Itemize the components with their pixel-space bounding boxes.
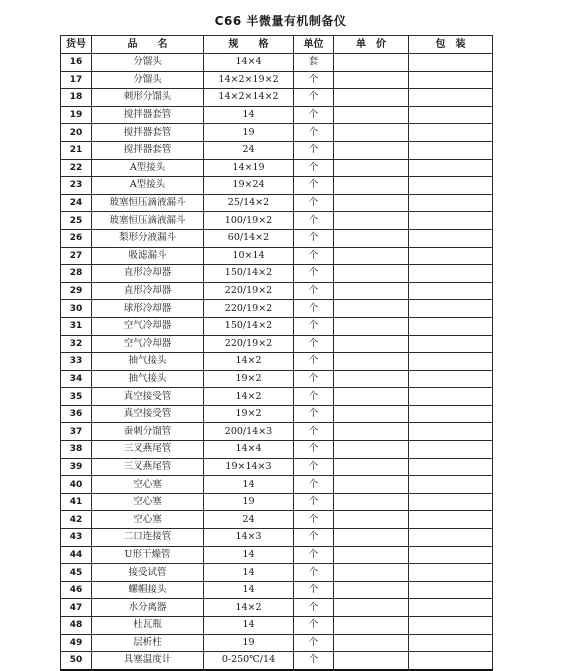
cell-unit: 个 (294, 124, 334, 142)
cell-pack (409, 71, 493, 89)
cell-spec: 14 (204, 581, 294, 599)
cell-unit: 个 (294, 652, 334, 670)
cell-name: 空心塞 (92, 476, 204, 494)
cell-no: 20 (61, 124, 92, 142)
table-row (61, 546, 493, 564)
header-pack: 包 装 (409, 36, 493, 54)
cell-spec: 19×2 (204, 370, 294, 388)
cell-spec: 60/14×2 (204, 229, 294, 247)
cell-no: 34 (61, 370, 92, 388)
cell-unit: 个 (294, 476, 334, 494)
cell-pack (409, 599, 493, 617)
cell-no: 47 (61, 599, 92, 617)
cell-no: 26 (61, 229, 92, 247)
cell-spec: 14 (204, 564, 294, 582)
cell-price (334, 405, 409, 423)
cell-unit: 个 (294, 194, 334, 212)
cell-price (334, 441, 409, 459)
table-row (61, 247, 493, 265)
cell-name: 玻塞恒压滴液漏斗 (92, 194, 204, 212)
cell-spec: 19×2 (204, 405, 294, 423)
table-row (61, 300, 493, 318)
cell-pack (409, 652, 493, 670)
cell-no: 35 (61, 388, 92, 406)
cell-pack (409, 405, 493, 423)
table-row (61, 335, 493, 353)
cell-no: 19 (61, 106, 92, 124)
table-row (61, 194, 493, 212)
cell-spec: 25/14×2 (204, 194, 294, 212)
cell-spec: 14 (204, 546, 294, 564)
table-row (61, 617, 493, 635)
cell-price (334, 247, 409, 265)
cell-spec: 14×19 (204, 159, 294, 177)
cell-price (334, 300, 409, 318)
header-no: 货号 (61, 36, 92, 54)
cell-pack (409, 353, 493, 371)
cell-name: 分馏头 (92, 54, 204, 72)
cell-unit: 个 (294, 546, 334, 564)
cell-name: 吸滤漏斗 (92, 247, 204, 265)
table-row (61, 282, 493, 300)
cell-no: 36 (61, 405, 92, 423)
cell-name: 空气冷却器 (92, 317, 204, 335)
page-title: C66 半微量有机制备仪 (214, 14, 347, 28)
cell-no: 16 (61, 54, 92, 72)
cell-unit: 个 (294, 265, 334, 283)
table-row (61, 89, 493, 107)
cell-name: 层析柱 (92, 634, 204, 652)
table-row (61, 599, 493, 617)
cell-pack (409, 141, 493, 159)
cell-unit: 个 (294, 159, 334, 177)
cell-price (334, 493, 409, 511)
cell-price (334, 511, 409, 529)
cell-unit: 个 (294, 441, 334, 459)
header-unit: 单位 (294, 36, 334, 54)
cell-name: 空心塞 (92, 511, 204, 529)
cell-unit: 个 (294, 106, 334, 124)
cell-spec: 19 (204, 124, 294, 142)
cell-no: 49 (61, 634, 92, 652)
cell-pack (409, 511, 493, 529)
table-row (61, 423, 493, 441)
cell-spec: 19×24 (204, 177, 294, 195)
cell-no: 22 (61, 159, 92, 177)
cell-price (334, 564, 409, 582)
cell-pack (409, 282, 493, 300)
cell-spec: 220/19×2 (204, 282, 294, 300)
cell-pack (409, 476, 493, 494)
cell-no: 24 (61, 194, 92, 212)
cell-price (334, 423, 409, 441)
cell-pack (409, 493, 493, 511)
cell-spec: 150/14×2 (204, 317, 294, 335)
table-row (61, 106, 493, 124)
cell-pack (409, 546, 493, 564)
cell-no: 42 (61, 511, 92, 529)
cell-unit: 个 (294, 282, 334, 300)
cell-pack (409, 564, 493, 582)
cell-unit: 个 (294, 300, 334, 318)
cell-pack (409, 441, 493, 459)
header-name: 品 名 (92, 36, 204, 54)
cell-no: 27 (61, 247, 92, 265)
cell-price (334, 194, 409, 212)
cell-unit: 个 (294, 141, 334, 159)
cell-spec: 14×2 (204, 388, 294, 406)
cell-pack (409, 300, 493, 318)
cell-name: 搅拌器套管 (92, 141, 204, 159)
cell-no: 21 (61, 141, 92, 159)
cell-spec: 14×2 (204, 353, 294, 371)
cell-no: 17 (61, 71, 92, 89)
cell-price (334, 265, 409, 283)
cell-no: 18 (61, 89, 92, 107)
cell-name: 直形冷却器 (92, 282, 204, 300)
cell-no: 38 (61, 441, 92, 459)
cell-no: 43 (61, 529, 92, 547)
cell-price (334, 89, 409, 107)
cell-pack (409, 423, 493, 441)
table-row (61, 71, 493, 89)
cell-unit: 个 (294, 493, 334, 511)
cell-pack (409, 159, 493, 177)
cell-name: 杜瓦瓶 (92, 617, 204, 635)
cell-spec: 24 (204, 141, 294, 159)
cell-pack (409, 265, 493, 283)
cell-price (334, 317, 409, 335)
cell-no: 29 (61, 282, 92, 300)
cell-unit: 个 (294, 423, 334, 441)
cell-name: 接受试管 (92, 564, 204, 582)
header-price: 单 价 (334, 36, 409, 54)
cell-name: 具塞温度计 (92, 652, 204, 670)
cell-pack (409, 89, 493, 107)
table-row (61, 581, 493, 599)
cell-name: 空心塞 (92, 493, 204, 511)
cell-unit: 个 (294, 212, 334, 230)
cell-price (334, 106, 409, 124)
cell-unit: 个 (294, 353, 334, 371)
cell-pack (409, 106, 493, 124)
cell-unit: 个 (294, 564, 334, 582)
table-row (61, 159, 493, 177)
cell-spec: 10×14 (204, 247, 294, 265)
table-header-row (61, 36, 493, 54)
cell-price (334, 54, 409, 72)
cell-price (334, 458, 409, 476)
cell-spec: 14×2 (204, 599, 294, 617)
cell-price (334, 335, 409, 353)
cell-no: 50 (61, 652, 92, 670)
cell-price (334, 124, 409, 142)
cell-spec: 14×2×19×2 (204, 71, 294, 89)
cell-unit: 个 (294, 617, 334, 635)
table-row (61, 564, 493, 582)
cell-price (334, 546, 409, 564)
cell-spec: 19×14×3 (204, 458, 294, 476)
cell-no: 23 (61, 177, 92, 195)
cell-pack (409, 529, 493, 547)
table-row (61, 370, 493, 388)
cell-name: 抽气接头 (92, 353, 204, 371)
cell-unit: 个 (294, 317, 334, 335)
table-row (61, 54, 493, 72)
cell-name: 真空接受管 (92, 388, 204, 406)
cell-no: 25 (61, 212, 92, 230)
cell-price (334, 581, 409, 599)
table-row (61, 124, 493, 142)
table-row (61, 529, 493, 547)
cell-unit: 个 (294, 511, 334, 529)
table-row (61, 265, 493, 283)
cell-name: U形干燥管 (92, 546, 204, 564)
cell-name: 三叉燕尾管 (92, 441, 204, 459)
cell-price (334, 229, 409, 247)
cell-pack (409, 634, 493, 652)
cell-price (334, 634, 409, 652)
cell-name: 水分离器 (92, 599, 204, 617)
cell-unit: 个 (294, 458, 334, 476)
cell-spec: 14 (204, 617, 294, 635)
cell-pack (409, 54, 493, 72)
cell-no: 45 (61, 564, 92, 582)
cell-unit: 个 (294, 599, 334, 617)
table-row (61, 229, 493, 247)
cell-pack (409, 370, 493, 388)
cell-spec: 14×2×14×2 (204, 89, 294, 107)
table-row (61, 634, 493, 652)
table-row (61, 353, 493, 371)
cell-unit: 个 (294, 247, 334, 265)
cell-price (334, 71, 409, 89)
cell-spec: 19 (204, 634, 294, 652)
cell-no: 40 (61, 476, 92, 494)
cell-pack (409, 388, 493, 406)
table-row (61, 177, 493, 195)
table-row (61, 476, 493, 494)
cell-unit: 套 (294, 54, 334, 72)
cell-price (334, 141, 409, 159)
cell-no: 48 (61, 617, 92, 635)
cell-unit: 个 (294, 634, 334, 652)
cell-spec: 14×3 (204, 529, 294, 547)
cell-price (334, 476, 409, 494)
catalog-table (60, 35, 493, 671)
cell-spec: 14×4 (204, 54, 294, 72)
header-spec: 规 格 (204, 36, 294, 54)
cell-no: 30 (61, 300, 92, 318)
cell-no: 33 (61, 353, 92, 371)
cell-unit: 个 (294, 581, 334, 599)
cell-spec: 0-250℃/14 (204, 652, 294, 670)
cell-no: 41 (61, 493, 92, 511)
cell-spec: 220/19×2 (204, 335, 294, 353)
cell-unit: 个 (294, 71, 334, 89)
table-row (61, 141, 493, 159)
cell-pack (409, 458, 493, 476)
cell-pack (409, 581, 493, 599)
cell-name: 三叉燕尾管 (92, 458, 204, 476)
cell-name: 抽气接头 (92, 370, 204, 388)
table-row (61, 405, 493, 423)
cell-name: 搅拌器套管 (92, 124, 204, 142)
cell-pack (409, 124, 493, 142)
cell-price (334, 159, 409, 177)
cell-name: A型接头 (92, 159, 204, 177)
cell-name: 梨形分液漏斗 (92, 229, 204, 247)
cell-name: 真空接受管 (92, 405, 204, 423)
cell-spec: 200/14×3 (204, 423, 294, 441)
cell-price (334, 282, 409, 300)
cell-unit: 个 (294, 405, 334, 423)
cell-pack (409, 335, 493, 353)
cell-no: 46 (61, 581, 92, 599)
cell-no: 37 (61, 423, 92, 441)
table-row (61, 458, 493, 476)
cell-pack (409, 212, 493, 230)
cell-spec: 14 (204, 476, 294, 494)
cell-pack (409, 194, 493, 212)
cell-name: 分馏头 (92, 71, 204, 89)
table-row (61, 441, 493, 459)
cell-pack (409, 177, 493, 195)
cell-unit: 个 (294, 388, 334, 406)
cell-spec: 24 (204, 511, 294, 529)
cell-pack (409, 247, 493, 265)
cell-name: 搅拌器套管 (92, 106, 204, 124)
cell-spec: 150/14×2 (204, 265, 294, 283)
cell-name: 刺形分馏头 (92, 89, 204, 107)
cell-price (334, 177, 409, 195)
cell-price (334, 353, 409, 371)
cell-spec: 19 (204, 493, 294, 511)
cell-unit: 个 (294, 370, 334, 388)
cell-pack (409, 229, 493, 247)
cell-name: 玻塞恒压滴液漏斗 (92, 212, 204, 230)
table-row (61, 511, 493, 529)
cell-name: 空气冷却器 (92, 335, 204, 353)
cell-spec: 220/19×2 (204, 300, 294, 318)
cell-price (334, 370, 409, 388)
cell-pack (409, 317, 493, 335)
cell-pack (409, 617, 493, 635)
cell-price (334, 617, 409, 635)
table-row (61, 493, 493, 511)
cell-unit: 个 (294, 177, 334, 195)
cell-unit: 个 (294, 529, 334, 547)
cell-spec: 100/19×2 (204, 212, 294, 230)
cell-spec: 14 (204, 106, 294, 124)
cell-price (334, 388, 409, 406)
cell-name: 二口连接管 (92, 529, 204, 547)
table-row (61, 388, 493, 406)
cell-price (334, 529, 409, 547)
cell-price (334, 212, 409, 230)
cell-price (334, 599, 409, 617)
cell-name: 直形冷却器 (92, 265, 204, 283)
table-row (61, 652, 493, 670)
cell-unit: 个 (294, 89, 334, 107)
cell-name: A型接头 (92, 177, 204, 195)
cell-name: 球形冷却器 (92, 300, 204, 318)
cell-name: 蚕刺分馏管 (92, 423, 204, 441)
cell-unit: 个 (294, 229, 334, 247)
cell-no: 44 (61, 546, 92, 564)
cell-name: 螺帽接头 (92, 581, 204, 599)
cell-unit: 个 (294, 335, 334, 353)
table-row (61, 212, 493, 230)
cell-no: 32 (61, 335, 92, 353)
cell-no: 28 (61, 265, 92, 283)
cell-no: 39 (61, 458, 92, 476)
cell-price (334, 652, 409, 670)
cell-spec: 14×4 (204, 441, 294, 459)
table-row (61, 317, 493, 335)
cell-no: 31 (61, 317, 92, 335)
